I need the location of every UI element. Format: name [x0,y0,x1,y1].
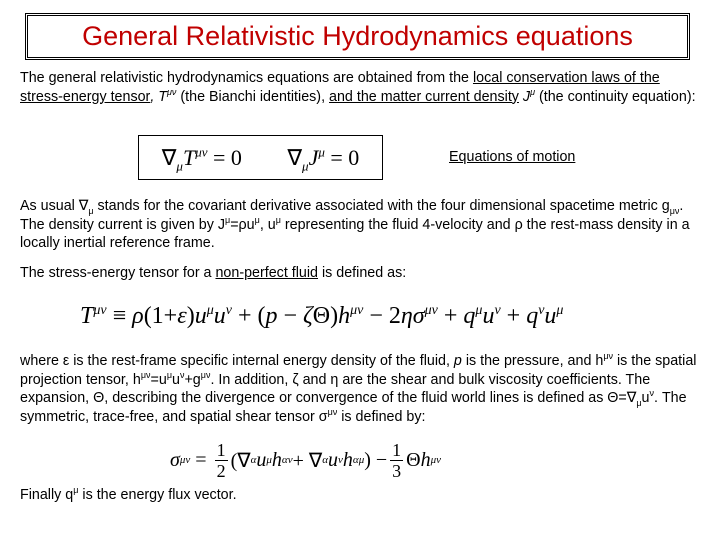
intro-text: The general relativistic hydrodynamics equations are obtained from the [20,70,473,86]
equations-of-motion-link[interactable]: Equations of motion [449,149,576,165]
intro-paragraph [20,69,702,106]
finally-sup: μ [73,485,79,496]
link-non-perfect-fluid[interactable]: non-perfect fluid [215,265,319,281]
usual-sup: μ [225,214,231,225]
stress-text-2: is defined as: [318,265,407,281]
usual-paragraph [20,197,702,253]
finally-text: Finally q [20,487,74,503]
usual-sup-2: μ [254,214,260,225]
where-sup-6: ν [649,388,654,399]
usual-text-5: , u [259,216,276,233]
intro-text-3: (the Bianchi identities), [176,88,330,105]
title-box [25,13,690,60]
where-sup-5: μν [200,369,211,380]
usual-sub: μ [88,205,94,216]
where-text-5: u [172,371,180,388]
intro-text-4: J [518,88,531,105]
equations-of-motion-box [138,135,383,180]
shear-tensor-equation: σ μν = $\frac{1}{2}$ (∇ α u μ h αν + ∇ α u ν h αμ ) − $\frac{1}{3}$ Θ h μν [170,439,442,481]
stress-paragraph [20,264,702,283]
intro-text-2: , T [150,88,167,105]
usual-text-4: =ρu [230,216,255,233]
continuity-equation: $\nabla_\mu J^\mu = 0$ [287,144,360,173]
where-text-10: is defined by: [337,408,426,425]
where-text-4: =u [150,371,167,388]
usual-text-6: representing the fluid 4-velocity and ρ the rest-mass density in a locally inertial reference frame. [20,216,690,251]
where-paragraph [20,352,702,426]
where-p: p [453,353,462,369]
stress-text: The stress-energy tensor for a [20,265,216,281]
link-matter-current-density[interactable]: and the matter current density [329,88,519,105]
finally-paragraph [20,486,702,505]
where-sup-4: ν [179,369,185,380]
where-text: where ε is the rest-frame specific internal energy density of the fluid, [20,353,454,369]
where-text-3: is the spatial projection tensor, h [20,353,697,388]
usual-text: As usual ∇ [20,198,89,214]
where-sup: μν [603,351,614,362]
usual-text-2: stands for the covariant derivative associated with the four dimensional spacetime metric g [93,198,670,214]
where-text-9: . The symmetric, trace-free, and spatial shear tensor σ [20,390,687,425]
usual-sub-2: μν [669,205,680,216]
page-title: General Relativistic Hydrodynamics equations [82,21,633,51]
where-text-2: is the pressure, and h [461,353,604,369]
where-sup-2: μν [140,369,151,380]
where-sup-3: μ [166,369,172,380]
intro-sup-2: μ [530,86,536,97]
where-text-6: +g [184,371,201,388]
where-text-8: u [641,390,650,406]
finally-text-2: is the energy flux vector. [78,487,237,503]
stress-energy-equation: $T^{\mu\nu} \equiv \rho(1+\varepsilon)u^\mu u^\nu + (p - \zeta\Theta)h^{\mu\nu} - 2\eta\sigma^{\mu\nu} + q^\mu u^\nu + q^\nu u^\mu$ [80,302,564,329]
where-sub: μ [636,397,642,408]
intro-text-5: (the continuity equation): [535,88,696,105]
bianchi-equation: $\nabla_\mu T^{\mu\nu} = 0$ [161,144,242,173]
where-sup-7: μν [327,406,338,417]
link-local-conservation-laws[interactable]: local conservation laws of the stress-energy tensor [20,70,660,105]
usual-text-3: . The density current is given by J [20,198,684,233]
usual-sup-3: μ [275,214,281,225]
where-text-7: . In addition, ζ and η are the shear and bulk viscosity coefficients. The expansion, Θ, describing the divergence or convergence of the fluid world lines is defined as Θ=∇ [20,371,651,406]
intro-sup: μν [167,86,177,97]
